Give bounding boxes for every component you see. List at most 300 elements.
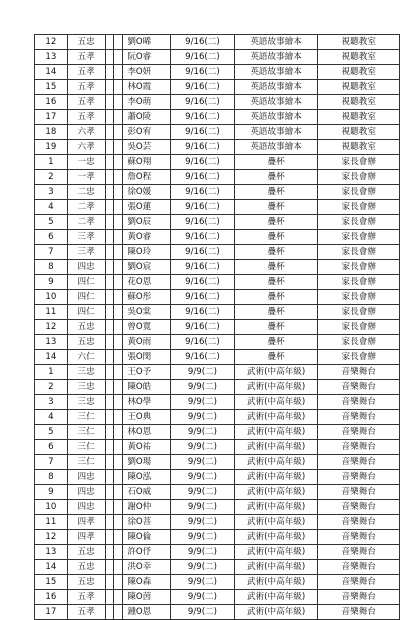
spacer-cell [105, 530, 114, 545]
table-row [35, 410, 400, 425]
row-number: 12 [35, 320, 68, 335]
location-cell: 音樂舞台 [318, 605, 400, 620]
spacer-cell [114, 605, 123, 620]
row-number: 14 [35, 65, 68, 80]
activity-cell: 疊杯 [234, 245, 318, 260]
table-row [35, 545, 400, 560]
spacer-cell [105, 290, 114, 305]
activity-cell: 英語故事繪本 [234, 80, 318, 95]
class-cell: 四忠 [67, 485, 105, 500]
class-cell: 五孝 [67, 50, 105, 65]
spacer-cell [105, 515, 114, 530]
class-cell: 三忠 [67, 380, 105, 395]
activity-cell: 武術(中高年級) [234, 470, 318, 485]
table-row [35, 605, 400, 620]
spacer-cell [114, 95, 123, 110]
date-cell: 9/16(二) [171, 140, 235, 155]
spacer-cell [114, 335, 123, 350]
spacer-cell [105, 80, 114, 95]
student-name: 蕭O陵 [123, 110, 171, 125]
spacer-cell [105, 575, 114, 590]
date-cell: 9/16(二) [171, 230, 235, 245]
row-number: 7 [35, 455, 68, 470]
date-cell: 9/16(二) [171, 215, 235, 230]
activity-cell: 疊杯 [234, 335, 318, 350]
class-cell: 五忠 [67, 335, 105, 350]
row-number: 6 [35, 230, 68, 245]
table-row [35, 185, 400, 200]
location-cell: 家長會辦 [318, 335, 400, 350]
location-cell: 音樂舞台 [318, 560, 400, 575]
date-cell: 9/9(二) [171, 545, 235, 560]
table-row [35, 455, 400, 470]
row-number: 8 [35, 470, 68, 485]
date-cell: 9/9(二) [171, 560, 235, 575]
class-cell: 五忠 [67, 560, 105, 575]
spacer-cell [114, 125, 123, 140]
table-row [35, 275, 400, 290]
row-number: 15 [35, 80, 68, 95]
spacer-cell [105, 365, 114, 380]
spacer-cell [114, 80, 123, 95]
spacer-cell [114, 470, 123, 485]
activity-cell: 英語故事繪本 [234, 35, 318, 50]
row-number: 17 [35, 110, 68, 125]
student-name: 林O霞 [123, 80, 171, 95]
spacer-cell [114, 440, 123, 455]
date-cell: 9/9(二) [171, 410, 235, 425]
date-cell: 9/16(二) [171, 125, 235, 140]
spacer-cell [114, 380, 123, 395]
student-name: 陳O倫 [123, 530, 171, 545]
spacer-cell [114, 290, 123, 305]
table-row [35, 320, 400, 335]
table-row [35, 395, 400, 410]
spacer-cell [114, 515, 123, 530]
table-row [35, 560, 400, 575]
activity-cell: 疊杯 [234, 260, 318, 275]
table-row [35, 500, 400, 515]
row-number: 16 [35, 95, 68, 110]
table-row [35, 530, 400, 545]
class-cell: 三仁 [67, 455, 105, 470]
class-cell: 二孝 [67, 200, 105, 215]
spacer-cell [114, 110, 123, 125]
spacer-cell [114, 185, 123, 200]
class-cell: 四孝 [67, 530, 105, 545]
student-name: 王O予 [123, 365, 171, 380]
location-cell: 家長會辦 [318, 350, 400, 365]
student-name: 洪O幸 [123, 560, 171, 575]
location-cell: 視聽教室 [318, 95, 400, 110]
activity-cell: 英語故事繪本 [234, 110, 318, 125]
location-cell: 家長會辦 [318, 260, 400, 275]
location-cell: 視聽教室 [318, 125, 400, 140]
location-cell: 音樂舞台 [318, 440, 400, 455]
date-cell: 9/9(二) [171, 500, 235, 515]
row-number: 6 [35, 440, 68, 455]
date-cell: 9/9(二) [171, 440, 235, 455]
student-name: 彭O宥 [123, 125, 171, 140]
activity-cell: 武術(中高年級) [234, 500, 318, 515]
location-cell: 音樂舞台 [318, 455, 400, 470]
class-cell: 五孝 [67, 605, 105, 620]
date-cell: 9/16(二) [171, 260, 235, 275]
date-cell: 9/16(二) [171, 65, 235, 80]
date-cell: 9/16(二) [171, 110, 235, 125]
class-cell: 三孝 [67, 245, 105, 260]
row-number: 10 [35, 500, 68, 515]
row-number: 14 [35, 560, 68, 575]
activity-cell: 武術(中高年級) [234, 545, 318, 560]
activity-cell: 英語故事繪本 [234, 50, 318, 65]
table-row [35, 170, 400, 185]
row-number: 13 [35, 545, 68, 560]
date-cell: 9/9(二) [171, 380, 235, 395]
class-cell: 六仁 [67, 350, 105, 365]
location-cell: 家長會辦 [318, 305, 400, 320]
location-cell: 音樂舞台 [318, 500, 400, 515]
student-name: 李O萌 [123, 95, 171, 110]
student-name: 蘇O彤 [123, 290, 171, 305]
date-cell: 9/16(二) [171, 185, 235, 200]
activity-cell: 武術(中高年級) [234, 425, 318, 440]
class-cell: 四孝 [67, 515, 105, 530]
activity-cell: 武術(中高年級) [234, 380, 318, 395]
student-name: 許O伃 [123, 545, 171, 560]
location-cell: 家長會辦 [318, 215, 400, 230]
class-cell: 四忠 [67, 260, 105, 275]
class-cell: 五孝 [67, 65, 105, 80]
spacer-cell [105, 410, 114, 425]
class-cell: 一忠 [67, 155, 105, 170]
class-cell: 六孝 [67, 125, 105, 140]
spacer-cell [114, 320, 123, 335]
spacer-cell [105, 305, 114, 320]
spacer-cell [105, 200, 114, 215]
spacer-cell [105, 455, 114, 470]
student-name: 詹O程 [123, 170, 171, 185]
activity-cell: 疊杯 [234, 215, 318, 230]
date-cell: 9/16(二) [171, 305, 235, 320]
table-row [35, 305, 400, 320]
date-cell: 9/9(二) [171, 395, 235, 410]
roster-rows [35, 35, 400, 620]
table-row [35, 575, 400, 590]
activity-cell: 武術(中高年級) [234, 515, 318, 530]
activity-cell: 疊杯 [234, 170, 318, 185]
date-cell: 9/16(二) [171, 50, 235, 65]
date-cell: 9/16(二) [171, 320, 235, 335]
row-number: 4 [35, 410, 68, 425]
table-row [35, 65, 400, 80]
student-name: 黃O雨 [123, 335, 171, 350]
spacer-cell [114, 575, 123, 590]
date-cell: 9/16(二) [171, 200, 235, 215]
spacer-cell [114, 425, 123, 440]
location-cell: 音樂舞台 [318, 425, 400, 440]
spacer-cell [114, 170, 123, 185]
student-name: 吳O芸 [123, 140, 171, 155]
row-number: 9 [35, 485, 68, 500]
spacer-cell [105, 50, 114, 65]
class-cell: 四仁 [67, 305, 105, 320]
location-cell: 家長會辦 [318, 275, 400, 290]
spacer-cell [105, 335, 114, 350]
row-number: 2 [35, 380, 68, 395]
date-cell: 9/16(二) [171, 95, 235, 110]
table-row [35, 95, 400, 110]
spacer-cell [114, 590, 123, 605]
spacer-cell [114, 455, 123, 470]
row-number: 3 [35, 185, 68, 200]
student-name: 林O恩 [123, 425, 171, 440]
student-name: 陳O森 [123, 575, 171, 590]
table-row [35, 155, 400, 170]
date-cell: 9/9(二) [171, 515, 235, 530]
spacer-cell [114, 485, 123, 500]
activity-cell: 武術(中高年級) [234, 440, 318, 455]
date-cell: 9/16(二) [171, 335, 235, 350]
row-number: 18 [35, 125, 68, 140]
spacer-cell [105, 65, 114, 80]
class-cell: 五忠 [67, 545, 105, 560]
spacer-cell [105, 560, 114, 575]
row-number: 7 [35, 245, 68, 260]
activity-cell: 武術(中高年級) [234, 455, 318, 470]
date-cell: 9/16(二) [171, 290, 235, 305]
table-row [35, 260, 400, 275]
row-number: 13 [35, 50, 68, 65]
student-name: 劉O辰 [123, 215, 171, 230]
class-cell: 五孝 [67, 590, 105, 605]
location-cell: 視聽教室 [318, 140, 400, 155]
table-row [35, 590, 400, 605]
date-cell: 9/16(二) [171, 245, 235, 260]
location-cell: 視聽教室 [318, 35, 400, 50]
student-name: 吳O棠 [123, 305, 171, 320]
location-cell: 音樂舞台 [318, 515, 400, 530]
class-cell: 三仁 [67, 410, 105, 425]
row-number: 5 [35, 425, 68, 440]
date-cell: 9/9(二) [171, 470, 235, 485]
spacer-cell [105, 35, 114, 50]
row-number: 12 [35, 530, 68, 545]
class-cell: 二忠 [67, 185, 105, 200]
row-number: 11 [35, 305, 68, 320]
class-cell: 五孝 [67, 95, 105, 110]
student-name: 徐O菩 [123, 515, 171, 530]
class-cell: 五忠 [67, 320, 105, 335]
student-name: 李O妍 [123, 65, 171, 80]
activity-cell: 英語故事繪本 [234, 95, 318, 110]
date-cell: 9/16(二) [171, 80, 235, 95]
spacer-cell [114, 230, 123, 245]
class-cell: 二孝 [67, 215, 105, 230]
spacer-cell [114, 365, 123, 380]
date-cell: 9/9(二) [171, 575, 235, 590]
spacer-cell [105, 215, 114, 230]
spacer-cell [105, 245, 114, 260]
location-cell: 音樂舞台 [318, 410, 400, 425]
class-cell: 三忠 [67, 395, 105, 410]
spacer-cell [105, 170, 114, 185]
student-name: 劉O宸 [123, 260, 171, 275]
row-number: 17 [35, 605, 68, 620]
table-row [35, 440, 400, 455]
date-cell: 9/16(二) [171, 170, 235, 185]
row-number: 12 [35, 35, 68, 50]
location-cell: 家長會辦 [318, 200, 400, 215]
date-cell: 9/16(二) [171, 275, 235, 290]
spacer-cell [105, 590, 114, 605]
spacer-cell [114, 140, 123, 155]
student-name: 劉O晞 [123, 35, 171, 50]
spacer-cell [114, 260, 123, 275]
table-row [35, 245, 400, 260]
table-row [35, 125, 400, 140]
spacer-cell [105, 605, 114, 620]
spacer-cell [105, 185, 114, 200]
spacer-cell [105, 425, 114, 440]
location-cell: 音樂舞台 [318, 365, 400, 380]
spacer-cell [114, 305, 123, 320]
table-row [35, 470, 400, 485]
activity-cell: 武術(中高年級) [234, 530, 318, 545]
student-name: 陳O皓 [123, 380, 171, 395]
activity-cell: 疊杯 [234, 155, 318, 170]
spacer-cell [114, 50, 123, 65]
location-cell: 家長會辦 [318, 245, 400, 260]
row-number: 9 [35, 275, 68, 290]
row-number: 10 [35, 290, 68, 305]
date-cell: 9/9(二) [171, 455, 235, 470]
spacer-cell [105, 380, 114, 395]
class-cell: 三忠 [67, 365, 105, 380]
activity-cell: 疊杯 [234, 200, 318, 215]
roster-table [34, 34, 400, 620]
location-cell: 家長會辦 [318, 230, 400, 245]
table-row [35, 335, 400, 350]
class-cell: 一孝 [67, 170, 105, 185]
table-row [35, 110, 400, 125]
location-cell: 家長會辦 [318, 185, 400, 200]
location-cell: 音樂舞台 [318, 530, 400, 545]
table-row [35, 365, 400, 380]
class-cell: 五忠 [67, 35, 105, 50]
spacer-cell [105, 350, 114, 365]
spacer-cell [114, 410, 123, 425]
activity-cell: 武術(中高年級) [234, 605, 318, 620]
table-row [35, 80, 400, 95]
row-number: 3 [35, 395, 68, 410]
row-number: 4 [35, 200, 68, 215]
row-number: 1 [35, 155, 68, 170]
activity-cell: 英語故事繪本 [234, 125, 318, 140]
spacer-cell [114, 245, 123, 260]
table-row [35, 230, 400, 245]
activity-cell: 武術(中高年級) [234, 485, 318, 500]
activity-cell: 英語故事繪本 [234, 140, 318, 155]
table-row [35, 140, 400, 155]
location-cell: 音樂舞台 [318, 470, 400, 485]
student-name: 林O學 [123, 395, 171, 410]
class-cell: 四仁 [67, 275, 105, 290]
row-number: 15 [35, 575, 68, 590]
activity-cell: 疊杯 [234, 290, 318, 305]
spacer-cell [114, 350, 123, 365]
table-row [35, 290, 400, 305]
spacer-cell [105, 140, 114, 155]
class-cell: 三仁 [67, 425, 105, 440]
student-name: 鍾O恩 [123, 605, 171, 620]
activity-cell: 疊杯 [234, 305, 318, 320]
activity-cell: 武術(中高年級) [234, 365, 318, 380]
student-name: 黃O祐 [123, 440, 171, 455]
date-cell: 9/9(二) [171, 485, 235, 500]
location-cell: 家長會辦 [318, 290, 400, 305]
activity-cell: 疊杯 [234, 185, 318, 200]
student-name: 張O閔 [123, 350, 171, 365]
spacer-cell [105, 230, 114, 245]
date-cell: 9/16(二) [171, 35, 235, 50]
student-name: 王O典 [123, 410, 171, 425]
class-cell: 五孝 [67, 80, 105, 95]
date-cell: 9/9(二) [171, 530, 235, 545]
row-number: 1 [35, 365, 68, 380]
location-cell: 視聽教室 [318, 110, 400, 125]
activity-cell: 疊杯 [234, 320, 318, 335]
date-cell: 9/9(二) [171, 590, 235, 605]
date-cell: 9/9(二) [171, 425, 235, 440]
date-cell: 9/9(二) [171, 365, 235, 380]
table-row [35, 50, 400, 65]
location-cell: 家長會辦 [318, 170, 400, 185]
location-cell: 家長會辦 [318, 320, 400, 335]
student-name: 阮O睿 [123, 50, 171, 65]
activity-cell: 疊杯 [234, 275, 318, 290]
location-cell: 視聽教室 [318, 65, 400, 80]
table-row [35, 350, 400, 365]
row-number: 14 [35, 350, 68, 365]
spacer-cell [105, 485, 114, 500]
spacer-cell [105, 95, 114, 110]
table-row [35, 380, 400, 395]
date-cell: 9/9(二) [171, 605, 235, 620]
spacer-cell [105, 500, 114, 515]
activity-cell: 疊杯 [234, 350, 318, 365]
class-cell: 四忠 [67, 500, 105, 515]
spacer-cell [105, 275, 114, 290]
row-number: 19 [35, 140, 68, 155]
activity-cell: 武術(中高年級) [234, 590, 318, 605]
spacer-cell [105, 395, 114, 410]
spacer-cell [114, 395, 123, 410]
table-row [35, 485, 400, 500]
spacer-cell [105, 545, 114, 560]
spacer-cell [105, 125, 114, 140]
spacer-cell [105, 155, 114, 170]
activity-cell: 武術(中高年級) [234, 410, 318, 425]
location-cell: 視聽教室 [318, 80, 400, 95]
class-cell: 三孝 [67, 230, 105, 245]
spacer-cell [114, 275, 123, 290]
location-cell: 音樂舞台 [318, 590, 400, 605]
activity-cell: 英語故事繪本 [234, 65, 318, 80]
class-cell: 三仁 [67, 440, 105, 455]
student-name: 花O恩 [123, 275, 171, 290]
student-name: 謝O仲 [123, 500, 171, 515]
